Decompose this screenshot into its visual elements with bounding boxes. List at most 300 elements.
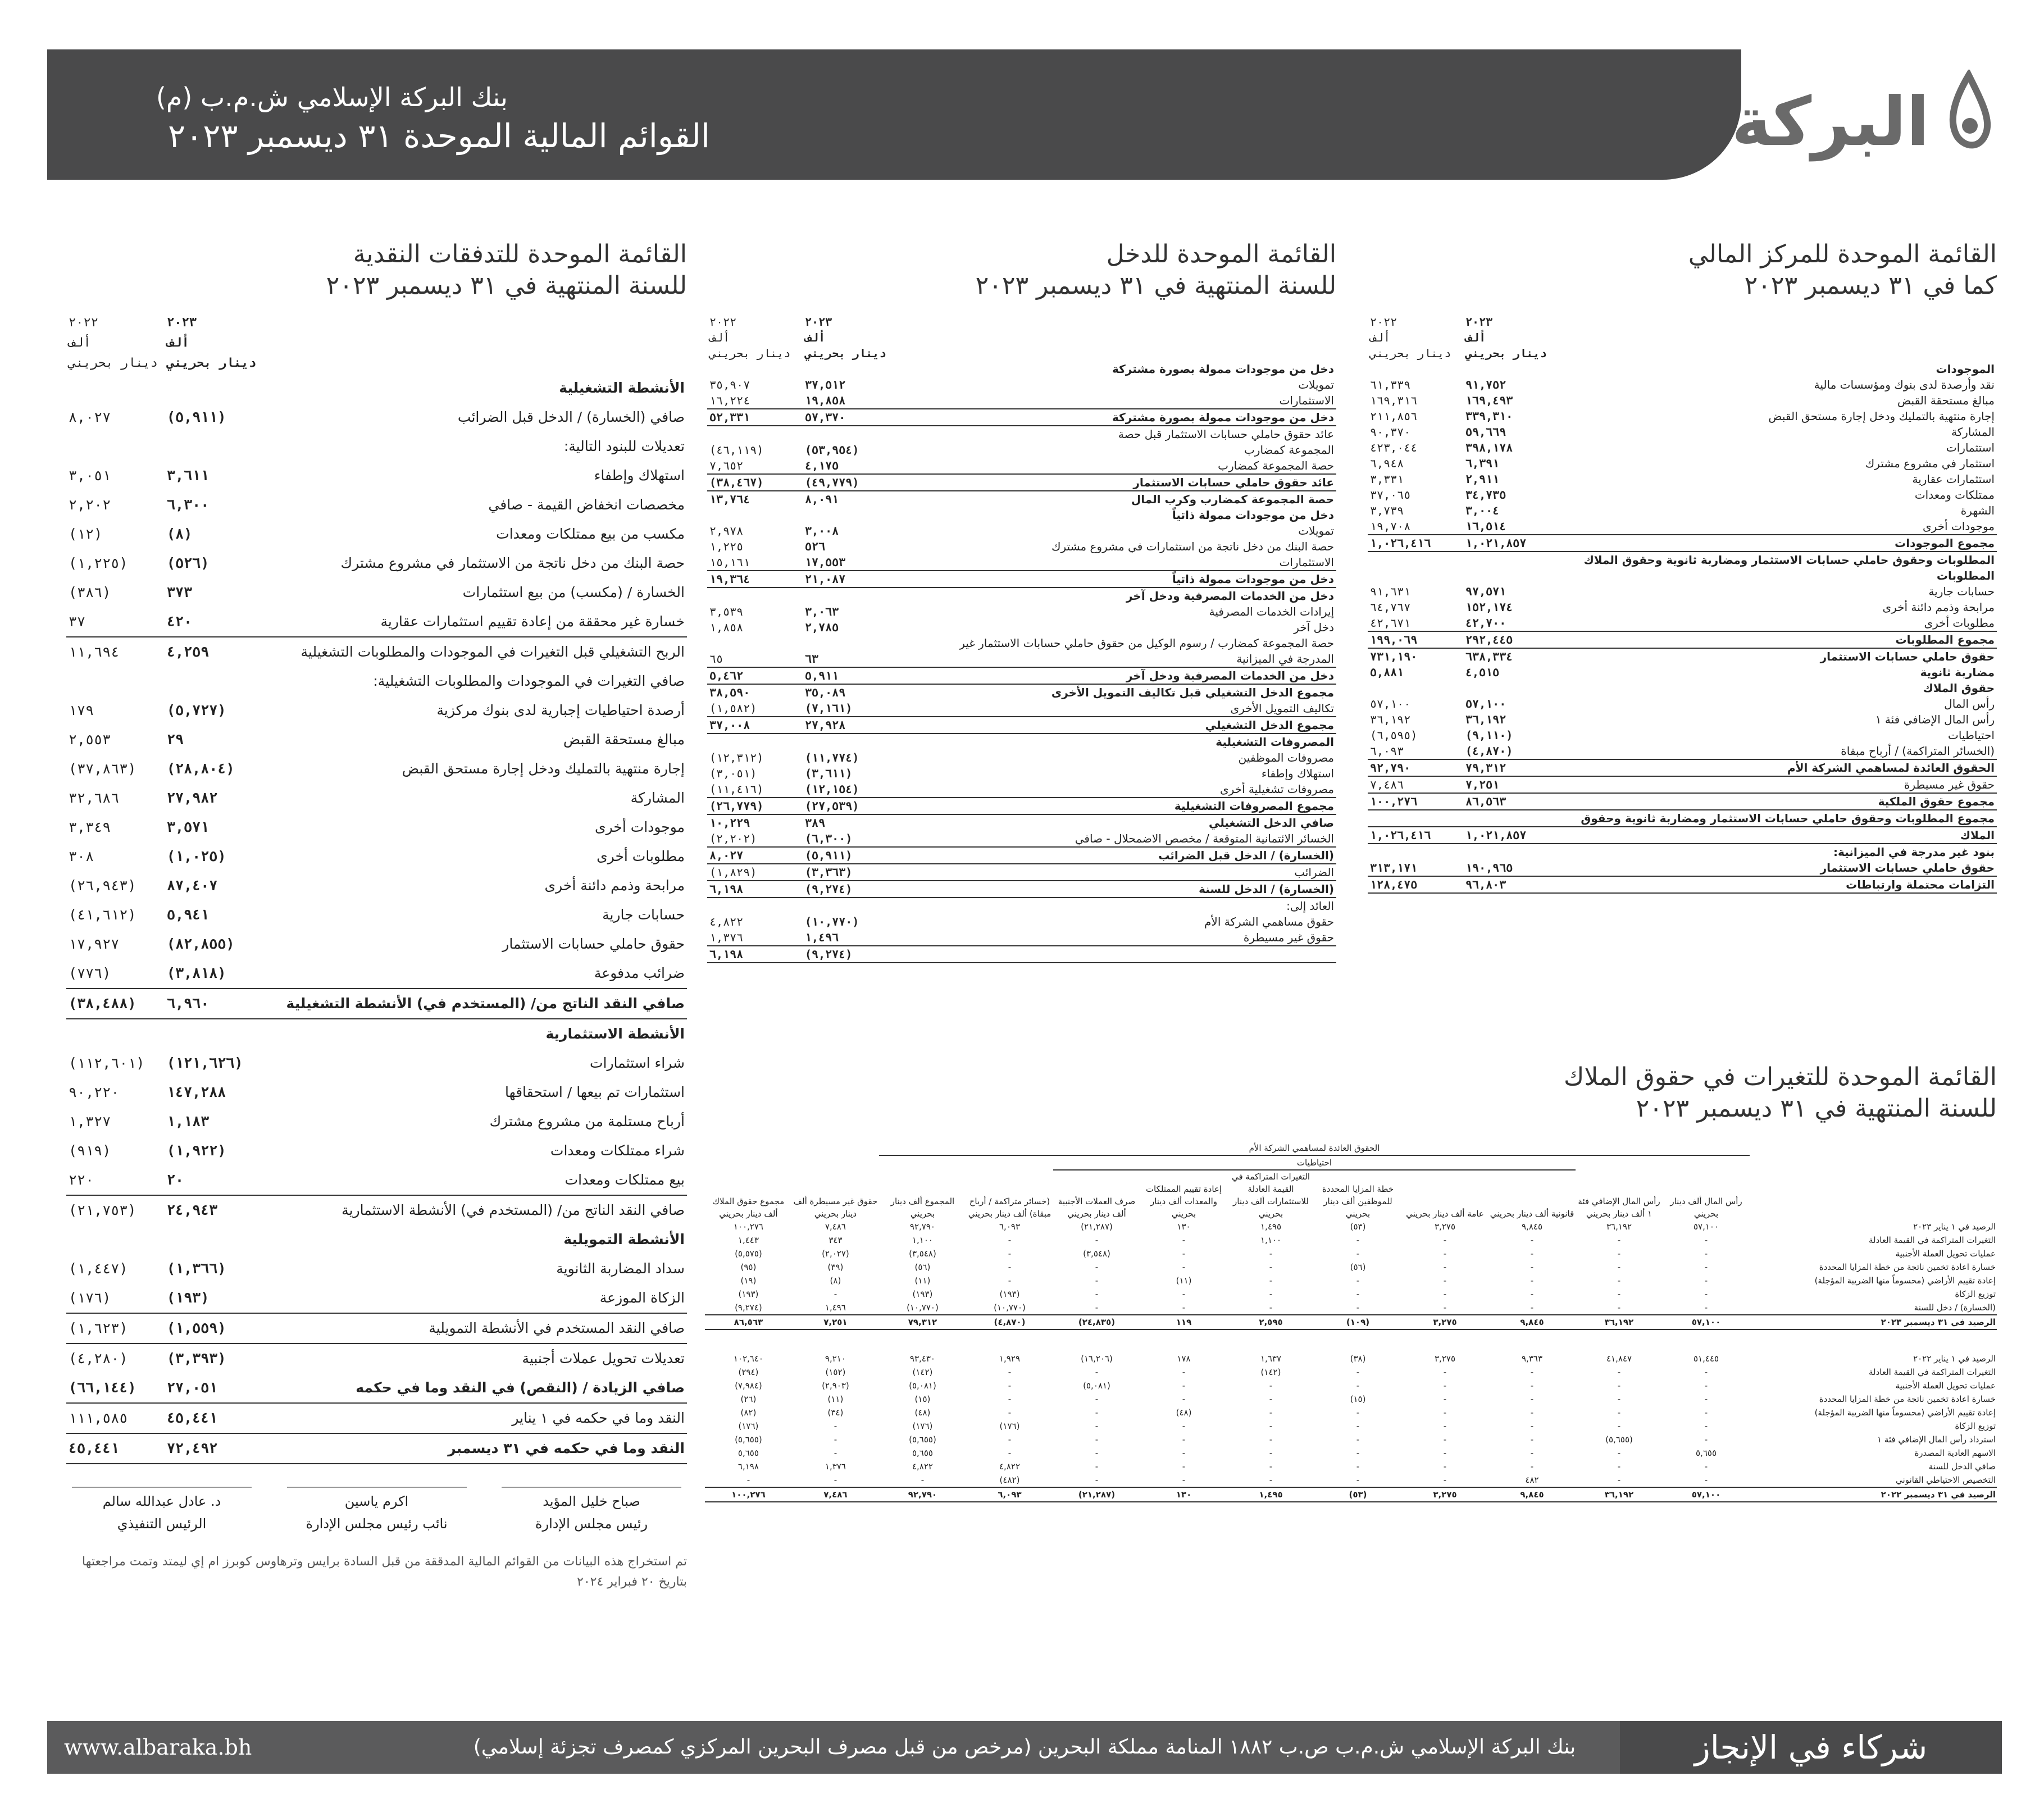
fp-value-prior: ٧٣١,١٩٠ <box>1370 650 1418 663</box>
fp-value-prior: ٣٦,١٩٢ <box>1370 713 1411 726</box>
eq-cell: - <box>1356 1276 1360 1286</box>
cf-row <box>66 1049 687 1078</box>
cf-row-label: المشاركة <box>630 790 685 806</box>
eq-cell: - <box>1182 1262 1186 1272</box>
inc-value-prior <box>707 635 803 651</box>
inc-value-current: ٨,٠٩١ <box>805 493 839 506</box>
inc-value-current <box>803 898 898 914</box>
cf-value-prior: (٣٨,٤٨٨) <box>66 989 165 1019</box>
cf-row-label: صافي التغيرات في الموجودات والمطلوبات التشغيلية: <box>373 673 685 689</box>
eq-cell: - <box>1269 1276 1273 1286</box>
eq-cell: - <box>1095 1276 1099 1286</box>
logo-drop-icon <box>1941 70 1997 165</box>
eq-cell: ١١٩ <box>1140 1315 1227 1329</box>
eq-row-label: خسارة اعادة تخمين ناتجة من خطة المزايا المحددة <box>1819 1262 1996 1272</box>
inc-row-label: العائد إلى: <box>1286 899 1334 913</box>
inc-value-current: ٢,٧٨٥ <box>805 621 839 634</box>
eq-cell: (٥٦) <box>1350 1262 1366 1272</box>
eq-row <box>705 1233 1997 1247</box>
eq-cell: ١,١٠٠ <box>912 1235 933 1245</box>
cf-row-label: خسارة غير محققة من إعادة تقييم استثمارات عقارية <box>380 613 685 630</box>
cf-value-prior: ٣٢,٦٨٦ <box>69 790 120 806</box>
eq-row-label: إعادة تقييم الأراضي (محسوماً منها الضريبة المؤجلة) <box>1814 1408 1996 1418</box>
fp-row <box>1368 776 1997 793</box>
eq-cell: - <box>1704 1421 1708 1431</box>
cf-value-prior: ١,٣٢٧ <box>69 1113 111 1130</box>
cf-row-label: حسابات جارية <box>602 907 685 923</box>
inc-value-current: ٥٢٦ <box>805 540 826 553</box>
inc-value-current: (٩,٢٧٤) <box>803 881 898 898</box>
eq-col-header: قانونية ألف دينار بحريني <box>1490 1209 1574 1219</box>
eq-cell: (٩,٢٧٤) <box>735 1302 762 1313</box>
inc-row <box>707 442 1336 458</box>
cf-row-label: ضرائب مدفوعة <box>594 965 685 981</box>
eq-cell: ٥,٦٥٥ <box>912 1448 933 1458</box>
fp-value-current: ٦٣٨,٣٣٤ <box>1465 650 1513 663</box>
eq-row-label: (الخسارة) / دخل للسنة <box>1914 1302 1996 1313</box>
inc-row-label: مجموع الدخل التشغيلي قبل تكاليف التمويل الأخرى <box>1051 686 1334 699</box>
cf-value-prior: ٢,٥٥٣ <box>69 731 111 748</box>
fp-row-label: الموجودات <box>1936 362 1995 376</box>
cf-row <box>66 1343 687 1373</box>
eq-cell: - <box>1008 1394 1012 1404</box>
inc-value-prior: ٦,١٩٨ <box>707 881 803 898</box>
inc-value-prior: ٣٥,٩٠٧ <box>709 378 750 391</box>
eq-cell: ١٣٠ <box>1140 1487 1227 1502</box>
inc-value-prior <box>707 734 803 750</box>
cf-value-current <box>165 1225 263 1254</box>
inc-row-label: دخل من موجودات ممولة ذاتياً <box>898 571 1336 587</box>
eq-cell: - <box>1443 1289 1447 1299</box>
fp-row-label: حقوق غير مسيطرة <box>1904 778 1995 791</box>
cf-value-current: ٧٢,٤٩٢ <box>165 1433 263 1464</box>
inc-value-current: ١٧,٥٥٣ <box>805 555 846 569</box>
inc-value-current <box>803 734 898 750</box>
eq-cell: - <box>921 1475 925 1485</box>
eq-cell: ٣٦,١٩٢ <box>1576 1487 1663 1502</box>
eq-group-header: الحقوق العائدة لمساهمي الشركة الأم <box>705 1141 1997 1155</box>
cf-row-label: صافي النقد الناتج من/ (المستخدم في) الأنشطة التشغيلية <box>263 989 687 1019</box>
fp-value-prior: ١٦٩,٣١٦ <box>1370 394 1418 407</box>
eq-col-header: عامة ألف دينار بحريني <box>1406 1209 1484 1219</box>
inc-value-current: (٥,٩١١) <box>803 847 898 864</box>
eq-cell: - <box>1095 1434 1099 1445</box>
eq-col-header: مجموع حقوق الملاك ألف دينار بحريني <box>712 1196 785 1219</box>
eq-subtitle: للسنة المنتهية في ٣١ ديسمبر ٢٠٢٣ <box>1636 1094 1997 1123</box>
inc-value-prior <box>707 426 803 442</box>
inc-row <box>707 930 1336 946</box>
fp-value-current: ٣,٠٠٤ <box>1465 504 1500 517</box>
eq-cell: - <box>1443 1235 1447 1245</box>
inc-value-current <box>803 507 898 523</box>
eq-cell: (٢٤,٨٣٥) <box>1053 1315 1140 1329</box>
eq-row-label: إعادة تقييم الأراضي (محسوماً منها الضريبة المؤجلة) <box>1814 1276 1996 1286</box>
cf-title: القائمة الموحدة للتدفقات النقدية <box>353 240 687 268</box>
eq-row <box>705 1406 1997 1419</box>
fp-value-prior <box>1368 568 1463 584</box>
fp-row <box>1368 759 1997 776</box>
fp-value-current: ١٥٢,١٧٤ <box>1465 600 1513 614</box>
fp-row <box>1368 664 1997 680</box>
inc-value-current: (١٠,٧٧٠) <box>805 915 859 928</box>
fp-row-label: المطلوبات وحقوق حاملي حسابات الاستثمار ومضاربة ثانوية وحقوق الملاك <box>1583 553 1995 567</box>
cf-subtitle: للسنة المنتهية في ٣١ ديسمبر ٢٠٢٣ <box>326 271 687 300</box>
fp-value-prior <box>1368 810 1463 827</box>
eq-cell: ٧,٤٨٦ <box>792 1487 879 1502</box>
eq-cell: - <box>834 1475 837 1485</box>
eq-cell: - <box>1095 1475 1099 1485</box>
cf-value-prior: (٩١٩) <box>69 1142 111 1159</box>
cf-value-current <box>165 1019 263 1049</box>
inc-row-label: تمويلات <box>1298 524 1334 538</box>
eq-cell: - <box>1617 1249 1621 1259</box>
cf-value-current <box>165 374 263 403</box>
eq-cell: - <box>1530 1448 1534 1458</box>
eq-cell: - <box>1182 1475 1186 1485</box>
inc-row <box>707 831 1336 847</box>
cf-row <box>66 1195 687 1225</box>
income-statement-section <box>707 239 1336 963</box>
cf-value-prior: ٣,٠٥١ <box>69 467 111 484</box>
eq-cell: - <box>1617 1408 1621 1418</box>
inc-row <box>707 458 1336 474</box>
inc-row-label: استهلاك وإطفاء <box>1261 767 1334 780</box>
fp-value-current <box>1463 810 1559 827</box>
cf-row <box>66 1373 687 1403</box>
fp-row-label: مجموع المطلوبات <box>1559 631 1997 648</box>
eq-row-label: عمليات تحويل العملة الأجنبية <box>1895 1381 1996 1391</box>
eq-cell: ١٣٠ <box>1177 1222 1191 1232</box>
eq-cell: - <box>1617 1421 1621 1431</box>
cf-row-label: مطلوبات أخرى <box>597 848 685 864</box>
inc-row-label: الخسائر الائتمانية المتوقعة / مخصص الاضمحلال - صافي <box>1075 832 1334 845</box>
eq-col-header: (خسائر متراكمة / أرباح مبقاة) ألف دينار بحريني <box>968 1196 1051 1219</box>
eq-cell: (١٠٩) <box>1314 1315 1401 1329</box>
financial-position-section <box>1368 239 1997 894</box>
eq-cell: - <box>1443 1408 1447 1418</box>
eq-cell: (٥٣) <box>1314 1487 1401 1502</box>
fp-row-label: مجموع المطلوبات وحقوق حاملي حسابات الاستثمار ومضاربة ثانوية وحقوق <box>1581 812 1995 825</box>
cf-row-label: موجودات أخرى <box>595 819 685 835</box>
eq-col-header: إعادة تقييم الممتلكات والمعدات ألف دينار بحريني <box>1145 1184 1222 1219</box>
eq-row-label: الرصيد في ٣١ ديسمبر ٢٠٢٢ <box>1750 1487 1997 1502</box>
cf-row <box>66 374 687 403</box>
fp-row <box>1368 503 1997 518</box>
eq-cell: - <box>1182 1448 1186 1458</box>
eq-row <box>705 1365 1997 1379</box>
eq-cell: (١٥) <box>914 1394 931 1404</box>
eq-cell: ٩٣,٤٣٠ <box>909 1354 935 1364</box>
cf-value-prior: (١,٤٤٧) <box>69 1260 128 1277</box>
eq-cell: ١٠٢,٦٤٠ <box>733 1354 763 1364</box>
fp-row <box>1368 552 1997 568</box>
fp-row-label: استثمارات عقارية <box>1912 472 1995 486</box>
inc-row <box>707 635 1336 651</box>
eq-cell: (١٤٢) <box>1260 1367 1281 1377</box>
inc-value-prior: (١,٥٨٢) <box>709 702 757 715</box>
cf-table <box>66 313 687 1464</box>
fp-value-current: ١,٠٢١,٨٥٧ <box>1463 535 1559 552</box>
inc-row <box>707 798 1336 814</box>
cf-value-prior <box>66 1019 165 1049</box>
eq-cell: (٥,٦٥٥) <box>1605 1434 1633 1445</box>
eq-cell: ٢,٥٩٥ <box>1227 1315 1314 1329</box>
cf-row-label: الربح التشغيلي قبل التغيرات في الموجودات والمطلوبات التشغيلية <box>301 644 685 660</box>
cf-value-current: (١,٩٢٢) <box>167 1142 226 1159</box>
eq-cell: - <box>1443 1262 1447 1272</box>
inc-row <box>707 426 1336 442</box>
fp-row <box>1368 743 1997 759</box>
bank-name: بنك البركة الإسلامي ش.م.ب (م) <box>156 82 508 112</box>
eq-row-label: توزيع الزكاة <box>1955 1421 1996 1431</box>
cf-row <box>66 725 687 754</box>
cf-row <box>66 871 687 900</box>
eq-cell: - <box>1617 1302 1621 1313</box>
eq-row-label: التغيرات المتراكمة في القيمة العادلة <box>1869 1235 1996 1245</box>
cf-row <box>66 930 687 959</box>
eq-cell: - <box>1008 1262 1012 1272</box>
inc-col-header: ٢٠٢٣ ألف دينار بحريني ٢٠٢٢ ألف دينار بحريني <box>709 315 886 360</box>
cf-row <box>66 637 687 667</box>
fp-row-label: استثمارات <box>1946 441 1995 454</box>
eq-cell: (٤,٨٧٠) <box>966 1315 1053 1329</box>
inc-value-prior: (٣٨,٤٦٧) <box>707 474 803 491</box>
inc-row-label: تكاليف التمويل الأخرى <box>1230 702 1334 715</box>
inc-value-current: ٦٣ <box>805 652 819 666</box>
cf-row <box>66 461 687 490</box>
cf-value-current: ٢٧,٠٥١ <box>167 1379 218 1396</box>
inc-row-label: دخل آخر <box>1294 621 1334 634</box>
cf-row <box>66 696 687 725</box>
eq-row <box>705 1220 1997 1233</box>
fp-row <box>1368 408 1997 424</box>
inc-value-current: ٣٧,٥١٢ <box>805 378 846 391</box>
eq-cell: - <box>1095 1408 1099 1418</box>
cf-row <box>66 900 687 930</box>
eq-row-label: توزيع الزكاة <box>1955 1289 1996 1299</box>
eq-col-header: التغيرات المتراكمة في القيمة العادلة للاستثمارات ألف دينار بحريني <box>1231 1172 1310 1219</box>
cf-row <box>66 403 687 432</box>
inc-row-label: حصة المجموعة كمضارب <box>1218 459 1334 472</box>
fp-subtitle: كما في ٣١ ديسمبر ٢٠٢٣ <box>1744 271 1997 300</box>
inc-value-current: (٩,٢٧٤) <box>803 946 898 963</box>
eq-cell: (٤٨) <box>914 1408 931 1418</box>
eq-cell: - <box>1704 1394 1708 1404</box>
inc-value-prior: ١,٣٧٦ <box>709 931 744 944</box>
fp-value-current: ٣٦,١٩٢ <box>1465 713 1506 726</box>
cf-value-prior: (١١٢,٦٠١) <box>69 1055 145 1071</box>
fp-title: القائمة الموحدة للمركز المالي <box>1688 240 1997 268</box>
eq-cell: ٩٢,٧٩٠ <box>909 1222 935 1232</box>
cf-value-prior: ٣٧ <box>69 613 86 630</box>
cf-row <box>66 989 687 1019</box>
eq-row-label: استرداد رأس المال الإضافي فئة ١ <box>1877 1434 1996 1445</box>
eq-cell: ٥٧,١٠٠ <box>1663 1315 1750 1329</box>
eq-cell: ٩٢,٧٩٠ <box>879 1487 966 1502</box>
eq-cell: - <box>1704 1249 1708 1259</box>
inc-row-label: عائد حقوق حاملي حسابات الاستثمار قبل حصة <box>1118 427 1334 441</box>
inc-row-label: إيرادات الخدمات المصرفية <box>1209 605 1334 618</box>
cf-value-current: ١,١٨٣ <box>167 1113 210 1130</box>
inc-value-prior: ٣٧,٠٠٨ <box>707 717 803 734</box>
inc-value-prior: (٢٦,٧٧٩) <box>707 798 803 814</box>
signature-vice-chairman: اكرم ياسين نائب رئيس مجلس الإدارة <box>281 1487 472 1535</box>
cf-row-label: مخصصات انخفاض القيمة - صافي <box>488 497 685 513</box>
eq-cell: - <box>1356 1302 1360 1313</box>
eq-cell: - <box>1443 1276 1447 1286</box>
eq-cell: - <box>1269 1289 1273 1299</box>
eq-cell: - <box>834 1289 837 1299</box>
inc-row <box>707 881 1336 898</box>
fp-row-label: نقد وأرصدة لدى بنوك ومؤسسات مالية <box>1814 378 1995 391</box>
inc-value-current: (٣,٣٦٣) <box>805 866 853 879</box>
inc-value-current: (٥٣,٩٥٤) <box>805 443 859 457</box>
fp-row-label: حقوق حاملي حسابات الاستثمار <box>1820 861 1995 875</box>
eq-cell: (٥,٠٨١) <box>909 1381 936 1391</box>
eq-cell: - <box>1530 1289 1534 1299</box>
fp-value-current: ٩١,٧٥٢ <box>1465 378 1506 391</box>
inc-row <box>707 620 1336 635</box>
logo-wordmark: البركة <box>1731 83 1929 161</box>
fp-row <box>1368 727 1997 743</box>
eq-row-label: صافي الدخل للسنة <box>1928 1461 1996 1472</box>
eq-cell: - <box>1008 1434 1012 1445</box>
footer-website-link[interactable]: www.albaraka.bh <box>64 1735 252 1760</box>
eq-cell: - <box>1008 1448 1012 1458</box>
cf-value-current: ٣,٦١١ <box>167 467 210 484</box>
eq-cell: - <box>834 1421 837 1431</box>
eq-cell: ١,٤٩٦ <box>825 1302 846 1313</box>
inc-row <box>707 507 1336 523</box>
eq-row <box>705 1487 1997 1502</box>
inc-row <box>707 539 1336 554</box>
fp-value-prior <box>1368 680 1463 696</box>
inc-row <box>707 766 1336 781</box>
eq-cell: - <box>1704 1367 1708 1377</box>
inc-row-label: الضرائب <box>1294 866 1334 879</box>
eq-cell: ١٠٠,٢٧٦ <box>733 1222 763 1232</box>
fp-row-label: المطلوبات <box>1936 569 1995 582</box>
eq-cell: - <box>834 1434 837 1445</box>
eq-cell: - <box>1704 1262 1708 1272</box>
eq-cell: - <box>1530 1394 1534 1404</box>
cf-value-current: ٤٥,٤٤١ <box>167 1410 218 1426</box>
fp-row <box>1368 393 1997 408</box>
fp-value-current: ٢,٩١١ <box>1465 472 1500 486</box>
fp-row-label: مطلوبات أخرى <box>1924 616 1995 630</box>
eq-cell: - <box>1704 1276 1708 1286</box>
inc-table <box>707 314 1336 963</box>
fp-row <box>1368 631 1997 648</box>
cf-row-label: إجارة منتهية بالتمليك ودخل إجارة مستحق القبض <box>402 760 685 777</box>
cf-value-current: ٣٧٣ <box>167 584 193 600</box>
inc-value-prior: ١٦,٢٢٤ <box>709 394 750 407</box>
cf-row-label: تعديلات تحويل عملات أجنبية <box>522 1350 685 1367</box>
eq-cell: - <box>1617 1394 1621 1404</box>
cf-value-current: (١,٠٢٥) <box>167 848 226 864</box>
inc-row-label: مصروفات الموظفين <box>1238 751 1334 764</box>
eq-cell: ١٧٨ <box>1177 1354 1191 1364</box>
cf-value-current <box>165 432 263 461</box>
eq-cell: - <box>1182 1302 1186 1313</box>
eq-row <box>705 1274 1997 1287</box>
cf-row <box>66 549 687 578</box>
eq-cell: - <box>1008 1408 1012 1418</box>
cf-row-label: شراء استثمارات <box>590 1055 685 1071</box>
eq-cell: - <box>1356 1381 1360 1391</box>
eq-cell: - <box>1356 1367 1360 1377</box>
fp-row-label: مضاربة ثانوية <box>1920 666 1995 679</box>
eq-cell: (١٥) <box>1350 1394 1366 1404</box>
eq-cell: - <box>1530 1276 1534 1286</box>
fp-value-current: ٣٤,٧٣٥ <box>1465 488 1506 502</box>
fp-row-label: الحقوق العائدة لمساهمي الشركة الأم <box>1559 759 1997 776</box>
fp-value-prior: ١,٠٢٦,٤١٦ <box>1368 535 1463 552</box>
inc-value-prior <box>707 898 803 914</box>
cf-value-prior: (١,٢٢٥) <box>69 555 128 571</box>
cf-value-current: (٥,٧٢٧) <box>167 702 226 718</box>
inc-row <box>707 571 1336 587</box>
cf-row <box>66 959 687 989</box>
eq-cell: - <box>1530 1302 1534 1313</box>
cf-row-label: النقد وما في حكمه في ٣١ ديسمبر <box>263 1433 687 1464</box>
fp-table <box>1368 314 1997 894</box>
cf-row <box>66 578 687 607</box>
cf-value-prior: (٦٦,١٤٤) <box>69 1379 136 1396</box>
inc-row <box>707 781 1336 798</box>
fp-value-current: ١,٠٢١,٨٥٧ <box>1463 827 1559 844</box>
cf-value-current <box>165 667 263 696</box>
fp-row <box>1368 680 1997 696</box>
cf-row-label: شراء ممتلكات ومعدات <box>550 1142 685 1159</box>
fp-value-prior: ٥,٨٨١ <box>1370 666 1404 679</box>
inc-row-label: حقوق غير مسيطرة <box>1243 931 1334 944</box>
eq-cell: - <box>1182 1235 1186 1245</box>
inc-row <box>707 604 1336 620</box>
inc-value-current: ٢٧,٩٢٨ <box>803 717 898 734</box>
eq-cell: - <box>1182 1461 1186 1472</box>
eq-cell: (٣٨) <box>1350 1354 1366 1364</box>
eq-cell: (٥,٥٧٥) <box>735 1249 762 1259</box>
eq-cell: ١٠٠,٢٧٦ <box>705 1487 792 1502</box>
eq-title: القائمة الموحدة للتغيرات في حقوق الملاك <box>1564 1063 1997 1091</box>
inc-value-prior: ٣,٥٣٩ <box>709 605 744 618</box>
fp-row-label: حقوق حاملي حسابات الاستثمار <box>1820 650 1995 663</box>
fp-row <box>1368 860 1997 876</box>
fp-value-prior: ٢١١,٨٥٦ <box>1370 409 1418 423</box>
cf-value-current: ١٤٧,٢٨٨ <box>167 1084 226 1100</box>
eq-cell: (١١) <box>827 1394 844 1404</box>
eq-cell: - <box>1443 1421 1447 1431</box>
eq-reserves-header: احتياطيات <box>705 1155 1997 1170</box>
cf-value-prior: (٣٧,٨٦٣) <box>69 760 136 777</box>
inc-value-prior: ٢,٩٧٨ <box>709 524 744 538</box>
eq-cell: ٩,٨٤٥ <box>1522 1222 1542 1232</box>
fp-row-label: المشاركة <box>1951 425 1995 439</box>
eq-cell: ١,١٠٠ <box>1260 1235 1281 1245</box>
fp-value-prior: ١٢٨,٤٧٥ <box>1368 876 1463 893</box>
cf-value-prior: ٤٥,٤٤١ <box>66 1433 165 1464</box>
eq-row <box>705 1433 1997 1446</box>
eq-row-label: الرصيد في ٣١ ديسمبر ٢٠٢٣ <box>1750 1315 1997 1329</box>
cf-row <box>66 1283 687 1313</box>
fp-value-current <box>1463 361 1559 377</box>
fp-row-label: مجموع حقوق الملكية <box>1559 793 1997 810</box>
fp-value-current <box>1463 552 1559 568</box>
eq-cell: ٥١,٤٤٥ <box>1693 1354 1719 1364</box>
fp-value-current: ٧,٢٥١ <box>1465 778 1500 791</box>
eq-cell: - <box>1095 1448 1099 1458</box>
